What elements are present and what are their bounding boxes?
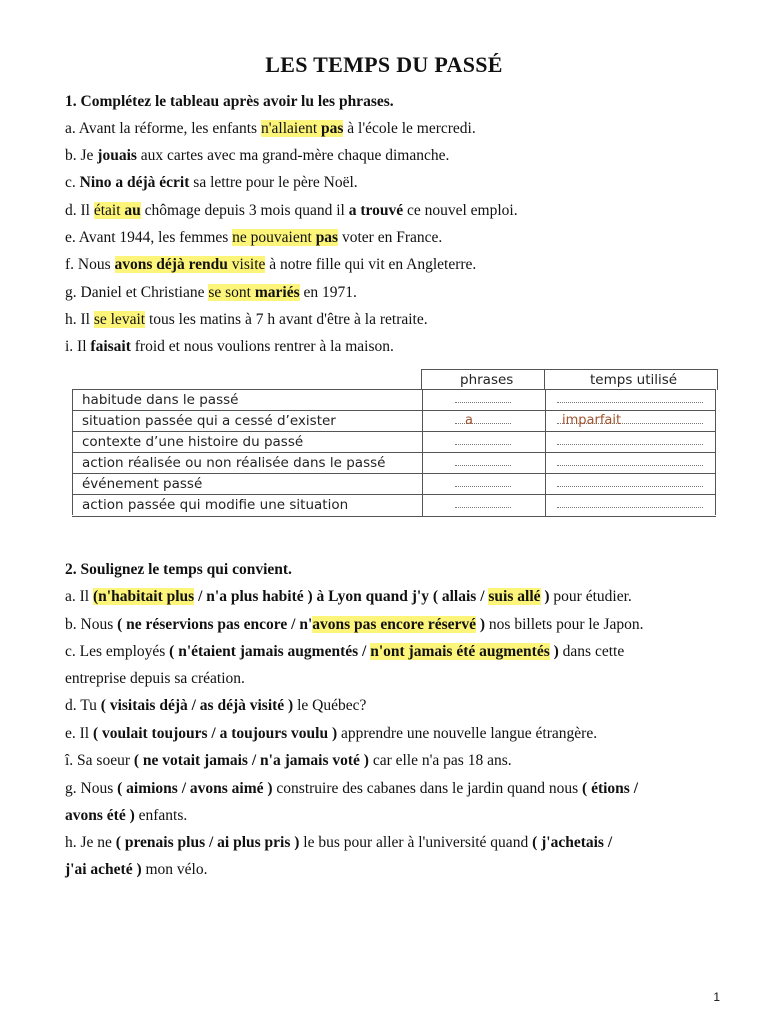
ex1-sentence-a: a. Avant la réforme, les enfants n'allaient pas à l'école le mercredi. bbox=[65, 120, 476, 137]
temps-blank[interactable] bbox=[557, 465, 703, 466]
phrase-blank[interactable] bbox=[455, 423, 511, 424]
phrase-answer: a bbox=[465, 413, 473, 428]
ex2-sentence-h: h. Je ne ( prenais plus / ai plus pris ) le bus pour aller à l'université quand ( j'achetais / bbox=[65, 834, 613, 851]
table-bottom-border bbox=[72, 516, 716, 517]
table-header bbox=[421, 369, 718, 390]
ex1-sentence-i: i. Il faisait froid et nous voulions rentrer à la maison. bbox=[65, 338, 394, 355]
ex1-sentence-f: f. Nous avons déjà rendu visite à notre fille qui vit en Angleterre. bbox=[65, 256, 477, 273]
ex2-sentence-g: g. Nous ( aimions / avons aimé ) construire des cabanes dans le jardin quand nous ( étions / bbox=[65, 780, 638, 797]
ex2-sentence-c: c. Les employés ( n'étaient jamais augmentés / n'ont jamais été augmentés ) dans cette bbox=[65, 643, 625, 660]
temps-blank[interactable] bbox=[557, 486, 703, 487]
row-label: événement passé bbox=[82, 476, 203, 492]
ex2-sentence-a: a. Il (n'habitait plus / n'a plus habité ) à Lyon quand j'y ( allais / suis allé ) pour étudier. bbox=[65, 588, 632, 605]
table-row bbox=[72, 473, 716, 494]
row-label: situation passée qui a cessé d’exister bbox=[82, 413, 336, 429]
row-label: habitude dans le passé bbox=[82, 392, 239, 408]
ex2-sentence-f: î. Sa soeur ( ne votait jamais / n'a jamais voté ) car elle n'a pas 18 ans. bbox=[65, 752, 512, 769]
phrase-blank[interactable] bbox=[455, 507, 511, 508]
row-label: contexte d’une histoire du passé bbox=[82, 434, 304, 450]
ex2-sentence-b: b. Nous ( ne réservions pas encore / n'avons pas encore réservé ) nos billets pour le Japon. bbox=[65, 616, 644, 633]
temps-blank[interactable] bbox=[557, 402, 703, 403]
temps-blank[interactable] bbox=[557, 507, 703, 508]
ex1-sentence-h: h. Il se levait tous les matins à 7 h avant d'être à la retraite. bbox=[65, 311, 428, 328]
ex1-sentence-d: d. Il était au chômage depuis 3 mois quand il a trouvé ce nouvel emploi. bbox=[65, 202, 518, 219]
ex2-sentence-h-cont: j'ai acheté ) mon vélo. bbox=[65, 861, 208, 878]
ex2-sentence-g-cont: avons été ) enfants. bbox=[65, 807, 188, 824]
ex1-heading: 1. Complétez le tableau après avoir lu les phrases. bbox=[65, 93, 394, 110]
ex2-sentence-e: e. Il ( voulait toujours / a toujours voulu ) apprendre une nouvelle langue étrangère. bbox=[65, 725, 598, 742]
temps-blank[interactable] bbox=[557, 444, 703, 445]
col-phrases-header: phrases bbox=[460, 372, 514, 388]
ex1-sentence-b: b. Je jouais aux cartes avec ma grand-mère chaque dimanche. bbox=[65, 147, 450, 164]
page-title: LES TEMPS DU PASSÉ bbox=[265, 52, 503, 77]
ex2-heading: 2. Soulignez le temps qui convient. bbox=[65, 561, 292, 578]
ex2-sentence-c-cont: entreprise depuis sa création. bbox=[65, 670, 245, 687]
row-label: action passée qui modifie une situation bbox=[82, 497, 349, 513]
ex1-sentence-c: c. Nino a déjà écrit sa lettre pour le père Noël. bbox=[65, 174, 358, 191]
temps-answer: imparfait bbox=[562, 413, 622, 428]
row-label: action réalisée ou non réalisée dans le passé bbox=[82, 455, 386, 471]
ex2-sentence-d: d. Tu ( visitais déjà / as déjà visité ) le Québec? bbox=[65, 697, 367, 714]
table-row bbox=[72, 452, 716, 473]
table-row bbox=[72, 410, 716, 431]
phrase-blank[interactable] bbox=[455, 444, 511, 445]
ex1-sentence-e: e. Avant 1944, les femmes ne pouvaient pas voter en France. bbox=[65, 229, 443, 246]
phrase-blank[interactable] bbox=[455, 465, 511, 466]
col-temps-header: temps utilisé bbox=[590, 372, 678, 388]
phrase-blank[interactable] bbox=[455, 402, 511, 403]
table-row bbox=[72, 431, 716, 452]
ex1-sentence-g: g. Daniel et Christiane se sont mariés en 1971. bbox=[65, 284, 357, 301]
table-row bbox=[72, 494, 716, 515]
page-number: 1 bbox=[713, 990, 720, 1004]
phrase-blank[interactable] bbox=[455, 486, 511, 487]
table-row bbox=[72, 389, 716, 410]
